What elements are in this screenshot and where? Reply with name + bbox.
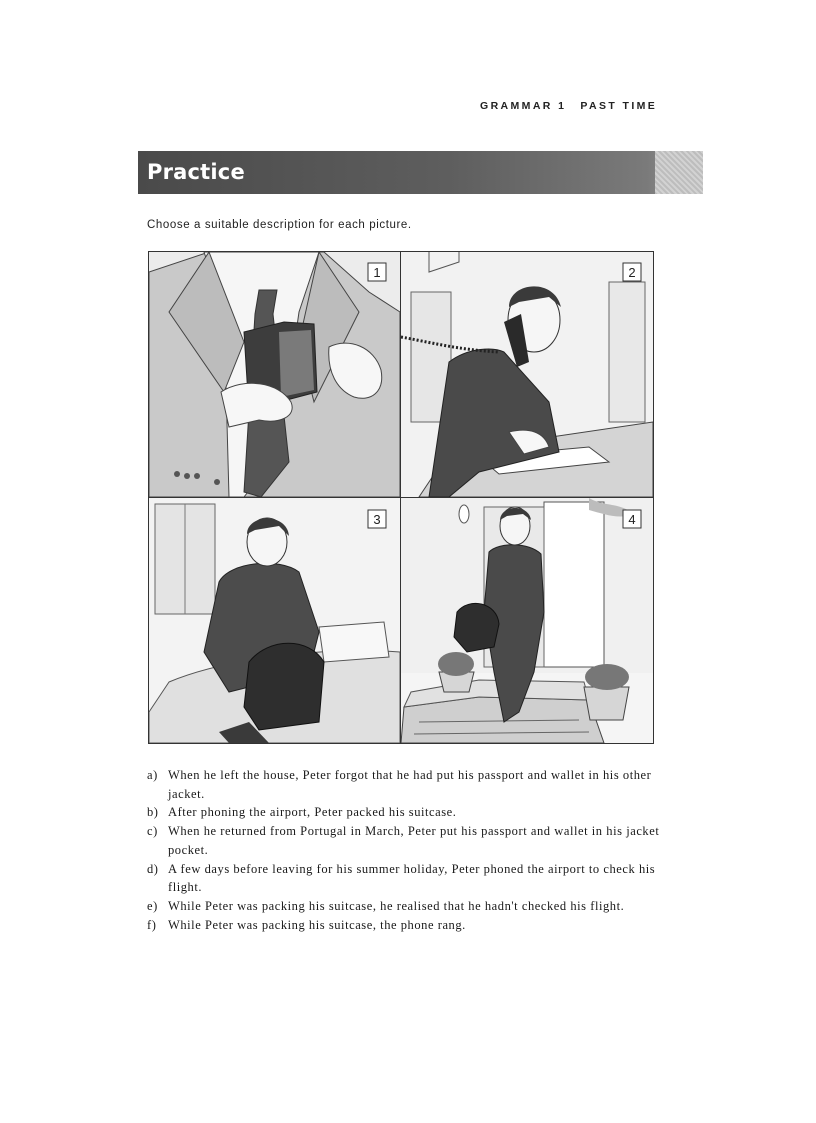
picture-1-number-box (368, 263, 386, 281)
section-title: Practice (147, 160, 245, 184)
description-text: After phoning the airport, Peter packed his suitcase. (168, 805, 457, 820)
running-head (480, 100, 657, 112)
picture-grid (148, 251, 654, 744)
picture-1-illustration (149, 252, 400, 497)
description-letter: f) (147, 917, 157, 932)
picture-3-illustration (149, 498, 400, 743)
description-letter: b) (147, 805, 159, 820)
picture-4-number: 4 (628, 512, 636, 527)
description-text: When he left the house, Peter forgot that he had put his passport and wallet in his other jacket. (168, 768, 652, 801)
description-item (147, 916, 667, 935)
description-text: When he returned from Portugal in March, Peter put his passport and wallet in his jacket pocket. (168, 824, 660, 857)
description-text: While Peter was packing his suitcase, he realised that he hadn't checked his flight. (168, 898, 625, 913)
description-letter: c) (147, 824, 158, 839)
description-letter: a) (147, 768, 158, 782)
picture-2-number: 2 (628, 265, 636, 280)
description-text: While Peter was packing his suitcase, the phone rang. (168, 917, 466, 932)
picture-4-number-box (623, 510, 641, 528)
exercise-instruction: Choose a suitable description for each picture. (147, 219, 412, 231)
description-item (147, 860, 667, 897)
description-item (147, 803, 667, 822)
description-letter: d) (147, 861, 159, 876)
picture-3-number: 3 (373, 512, 381, 527)
description-item (147, 766, 667, 803)
banner-texture (655, 151, 703, 194)
running-head-topic: PAST TIME (580, 100, 658, 112)
picture-4-illustration (401, 498, 653, 743)
picture-1-number: 1 (373, 265, 381, 280)
section-banner (138, 151, 703, 194)
description-letter: e) (147, 898, 158, 913)
picture-2-illustration (401, 252, 653, 497)
running-head-chapter: GRAMMAR 1 (480, 100, 567, 112)
picture-2-number-box (623, 263, 641, 281)
description-text: A few days before leaving for his summer holiday, Peter phoned the airport to check his flight. (168, 861, 656, 895)
picture-3-number-box (368, 510, 386, 528)
description-item (147, 897, 667, 916)
description-list (147, 766, 667, 934)
description-item (147, 822, 667, 859)
